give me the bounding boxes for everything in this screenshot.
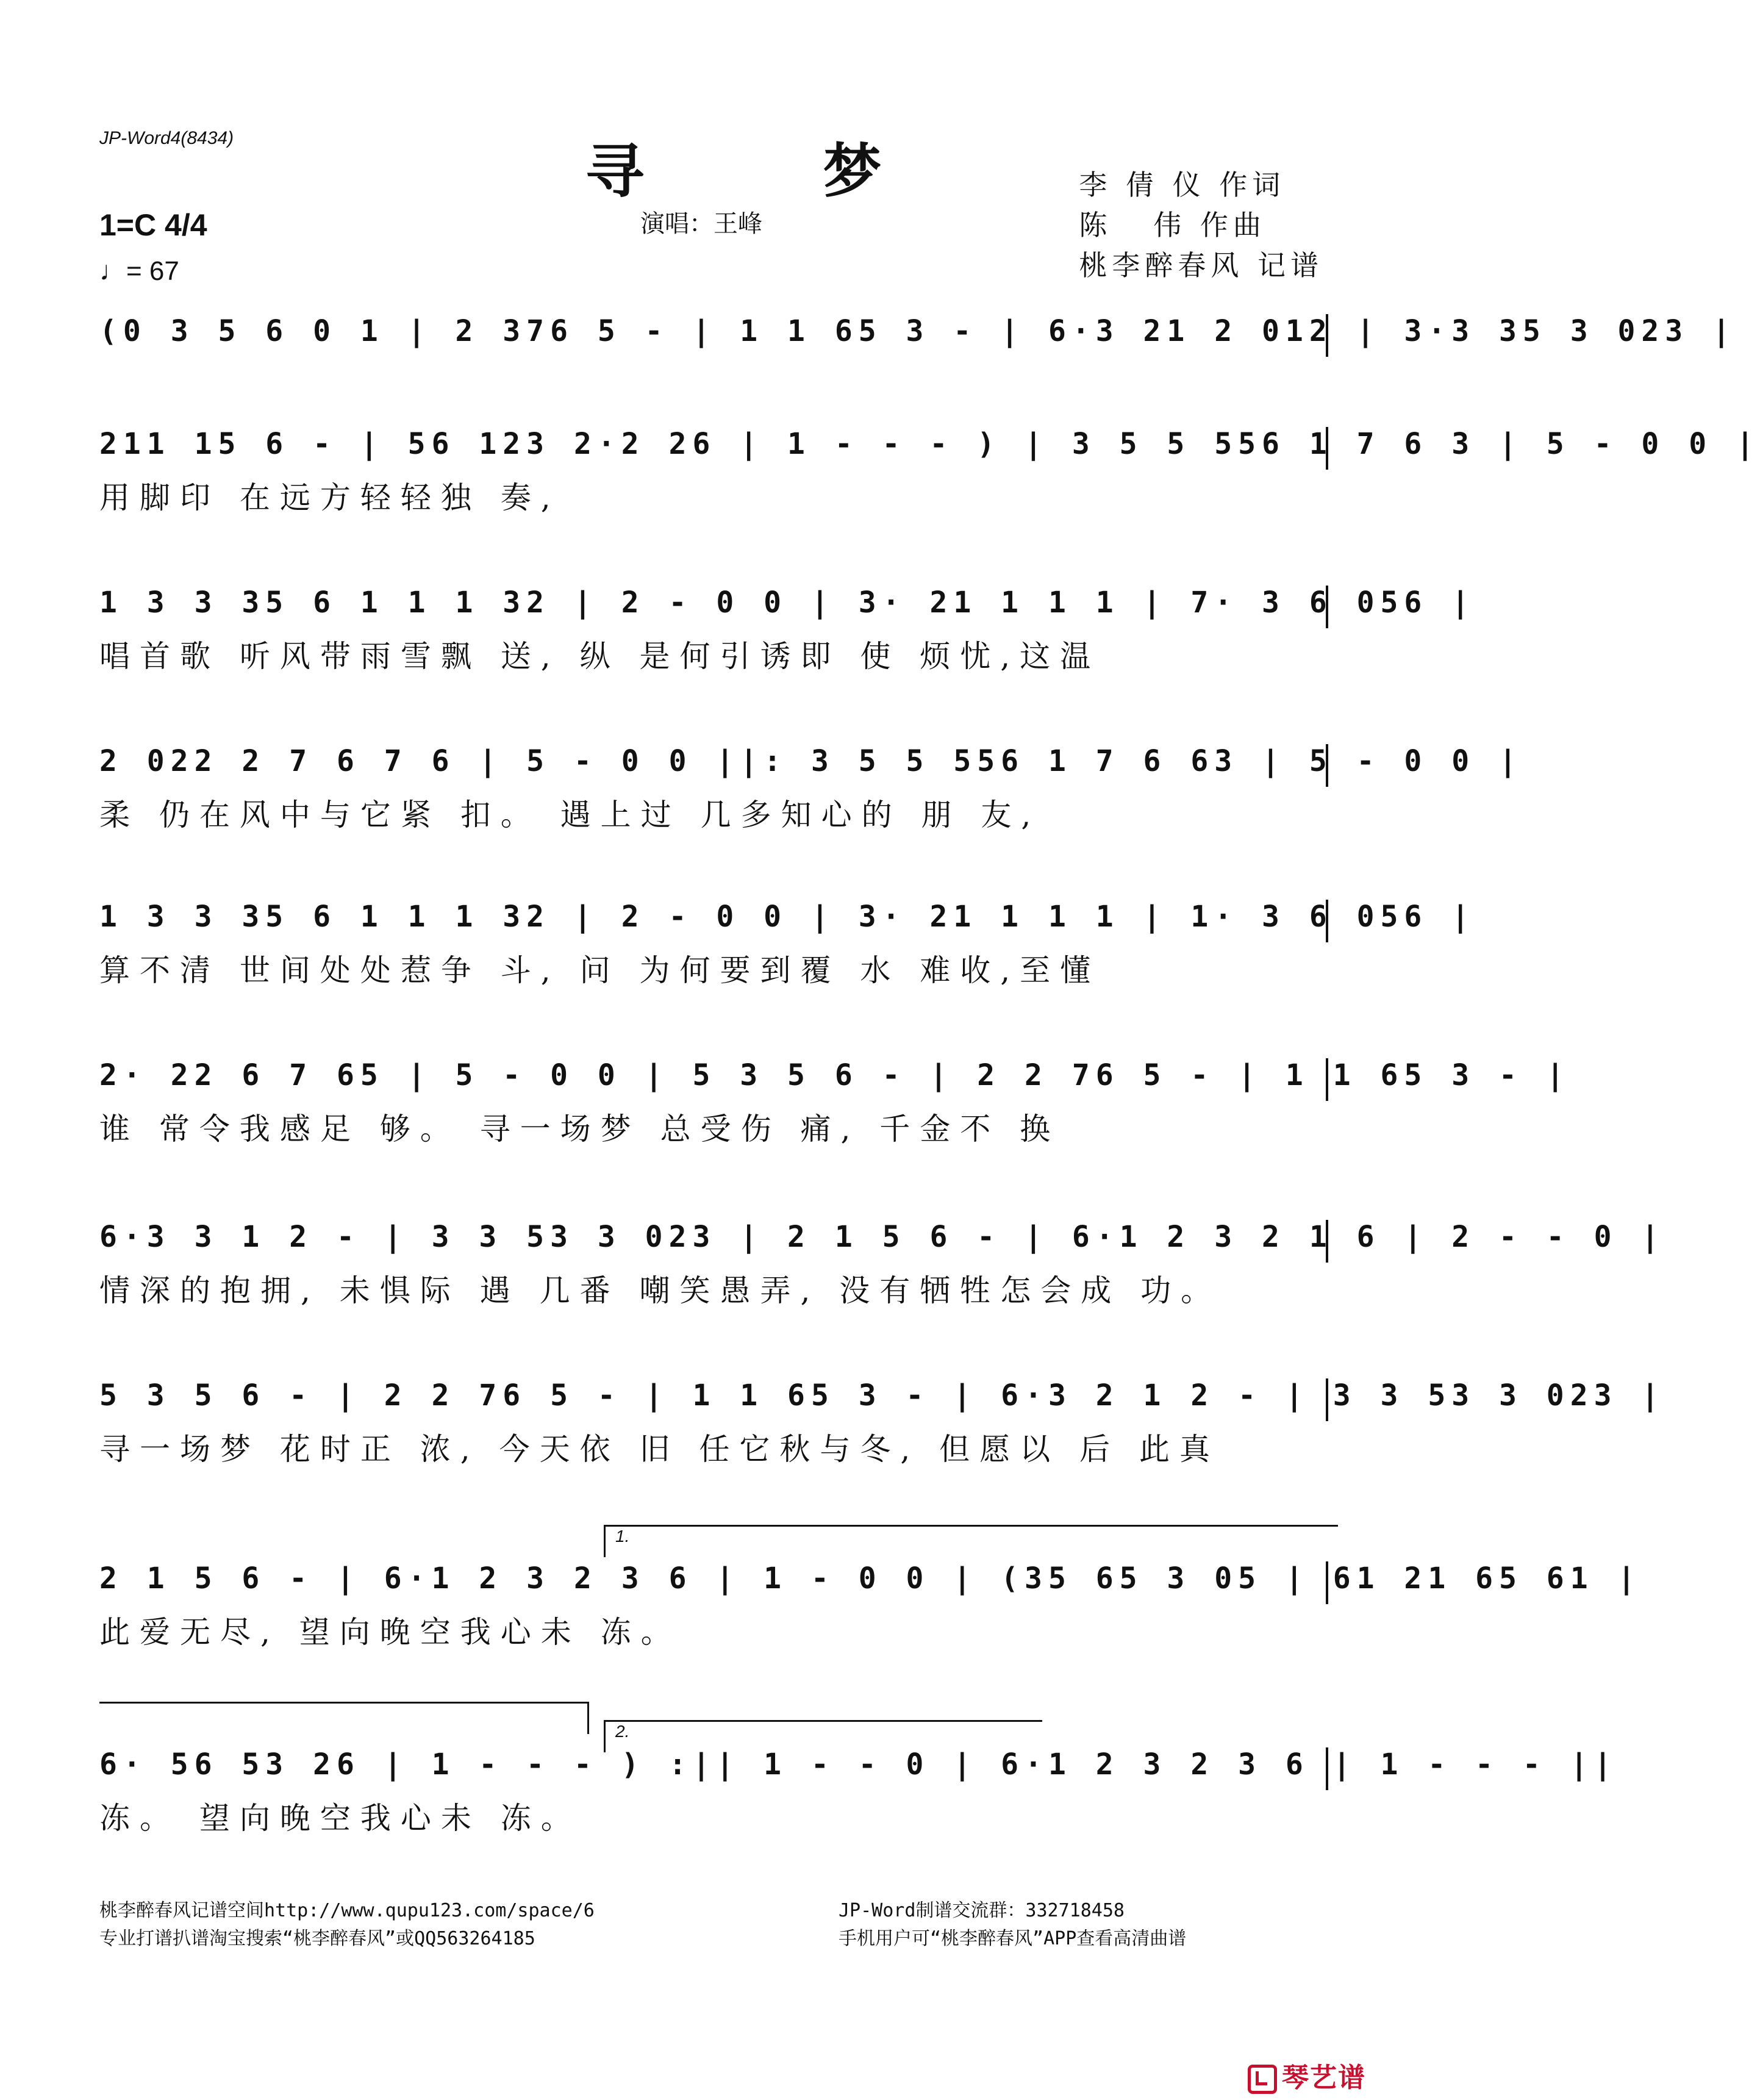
- notation-line: [99, 1220, 1665, 1263]
- key-signature: 1=C 4/4: [99, 208, 207, 242]
- score-system-1: [99, 314, 1736, 403]
- score-system-7: [99, 1220, 1665, 1309]
- notation-text: 1 3 3 35 6 1 1 1 32 | 2 - 0 0 | 3· 21 1 1 1 | 7· 3 6 056 |: [99, 586, 1476, 620]
- score-system-2: [99, 427, 1760, 516]
- score-system-3: [99, 586, 1476, 675]
- software-label: JP-Word4(8434): [99, 128, 234, 148]
- score-system-4: [99, 744, 1523, 833]
- notation-text: 6·3 3 1 2 - | 3 3 53 3 023 | 2 1 5 6 - | 6·1 2 3 2 1 6 | 2 - - 0 |: [99, 1220, 1665, 1254]
- composer-credit: 陈 伟 作曲: [1079, 209, 1266, 242]
- score-system-5: [99, 900, 1476, 989]
- credits-block: [1079, 165, 1323, 285]
- notation-line: [99, 1561, 1642, 1604]
- singer-label: 演唱：王峰: [640, 210, 762, 238]
- notation-text: 1 3 3 35 6 1 1 1 32 | 2 - 0 0 | 3· 21 1 1 1 | 1· 3 6 056 |: [99, 900, 1476, 934]
- lyric-line: 谁 常令我感足 够。 寻一场梦 总受伤 痛, 千金不 换: [99, 1111, 1061, 1147]
- notation-line: [99, 427, 1760, 470]
- notation-line: [99, 1058, 1570, 1101]
- lyricist-credit: 李 倩 仪 作词: [1079, 168, 1286, 201]
- notation-text: (0 3 5 6 0 1 | 2 376 5 - | 1 1 65 3 - | 6·3 21 2 012 | 3·3 35 3 023 |: [99, 314, 1736, 348]
- notation-line: [99, 1378, 1665, 1421]
- notation-text: 211 15 6 - | 56 123 2·2 26 | 1 - - - ) | 3 5 5 556 1 7 6 3 | 5 - 0 0 |: [99, 427, 1760, 461]
- notation-line: [99, 1747, 1618, 1790]
- score-system-6: [99, 1058, 1570, 1147]
- lyric-line: 寻一场梦 花时正 浓, 今天依 旧 任它秋与冬, 但愿以 后 此真: [99, 1432, 1220, 1467]
- lyric-line: 柔 仍在风中与它紧 扣。 遇上过 几多知心的 朋 友,: [99, 797, 1041, 833]
- footer-group: JP-Word制谱交流群：332718458: [839, 1900, 1125, 1921]
- footer-website: 桃李醉春风记谱空间http://www.qupu123.com/space/6: [99, 1900, 595, 1921]
- notation-line: [99, 900, 1476, 942]
- first-ending-bracket: 1.: [604, 1525, 1338, 1557]
- notation-text: 5 3 5 6 - | 2 2 76 5 - | 1 1 65 3 - | 6·3 2 1 2 - | 3 3 53 3 023 |: [99, 1378, 1665, 1413]
- notation-text: 2 1 5 6 - | 6·1 2 3 2 3 6 | 1 - 0 0 | (35 65 3 05 | 61 21 65 61 |: [99, 1561, 1642, 1596]
- lyric-line: 用脚印 在远方轻轻独 奏,: [99, 480, 560, 515]
- notation-line: [99, 744, 1523, 787]
- footer-left: [99, 1897, 595, 1953]
- song-title: 寻 梦: [585, 137, 961, 206]
- lyric-line: 冻。 望向晚空我心未 冻。: [99, 1801, 581, 1836]
- lyric-line: [99, 357, 1328, 403]
- brand-logo: [1248, 2055, 1366, 2095]
- lyric-line: 算不清 世间处处惹争 斗, 问 为何要到覆 水 难收,至懂: [99, 953, 1101, 988]
- footer-right: [839, 1897, 1186, 1953]
- first-ending-continuation: [99, 1702, 589, 1734]
- lyric-line: 情深的抱拥, 未惧际 遇 几番 嘲笑愚弄, 没有牺牲怎会成 功。: [99, 1273, 1222, 1308]
- transcriber-credit: 桃李醉春风 记谱: [1079, 249, 1323, 282]
- lyric-line: 唱首歌 听风带雨雪飘 送, 纵 是何引诱即 使 烦忧,这温: [99, 639, 1101, 674]
- logo-text: 琴艺谱: [1282, 2062, 1366, 2093]
- tempo-marking: ♩= 67: [99, 256, 179, 286]
- score-system-8: [99, 1378, 1665, 1467]
- score-system-9: [99, 1561, 1642, 1650]
- footer-service: 专业打谱扒谱淘宝搜索“桃李醉春风”或QQ563264185: [99, 1928, 535, 1949]
- notation-text: 2· 22 6 7 65 | 5 - 0 0 | 5 3 5 6 - | 2 2 76 5 - | 1 1 65 3 - |: [99, 1058, 1570, 1092]
- logo-icon: [1248, 2065, 1277, 2094]
- notation-line: [99, 586, 1476, 628]
- notation-text: 2 022 2 7 6 7 6 | 5 - 0 0 ||: 3 5 5 556 1 7 6 63 | 5 - 0 0 |: [99, 744, 1523, 778]
- footer-app: 手机用户可“桃李醉春风”APP查看高清曲谱: [839, 1928, 1187, 1949]
- second-ending-bracket: 2.: [604, 1720, 1042, 1752]
- notation-line: [99, 314, 1736, 357]
- notation-text: 6· 56 53 26 | 1 - - - ) :|| 1 - - 0 | 6·1 2 3 2 3 6 | 1 - - - ||: [99, 1747, 1618, 1782]
- lyric-line: 此爱无尽, 望向晚空我心未 冻。: [99, 1614, 681, 1650]
- score-system-10: [99, 1747, 1618, 1837]
